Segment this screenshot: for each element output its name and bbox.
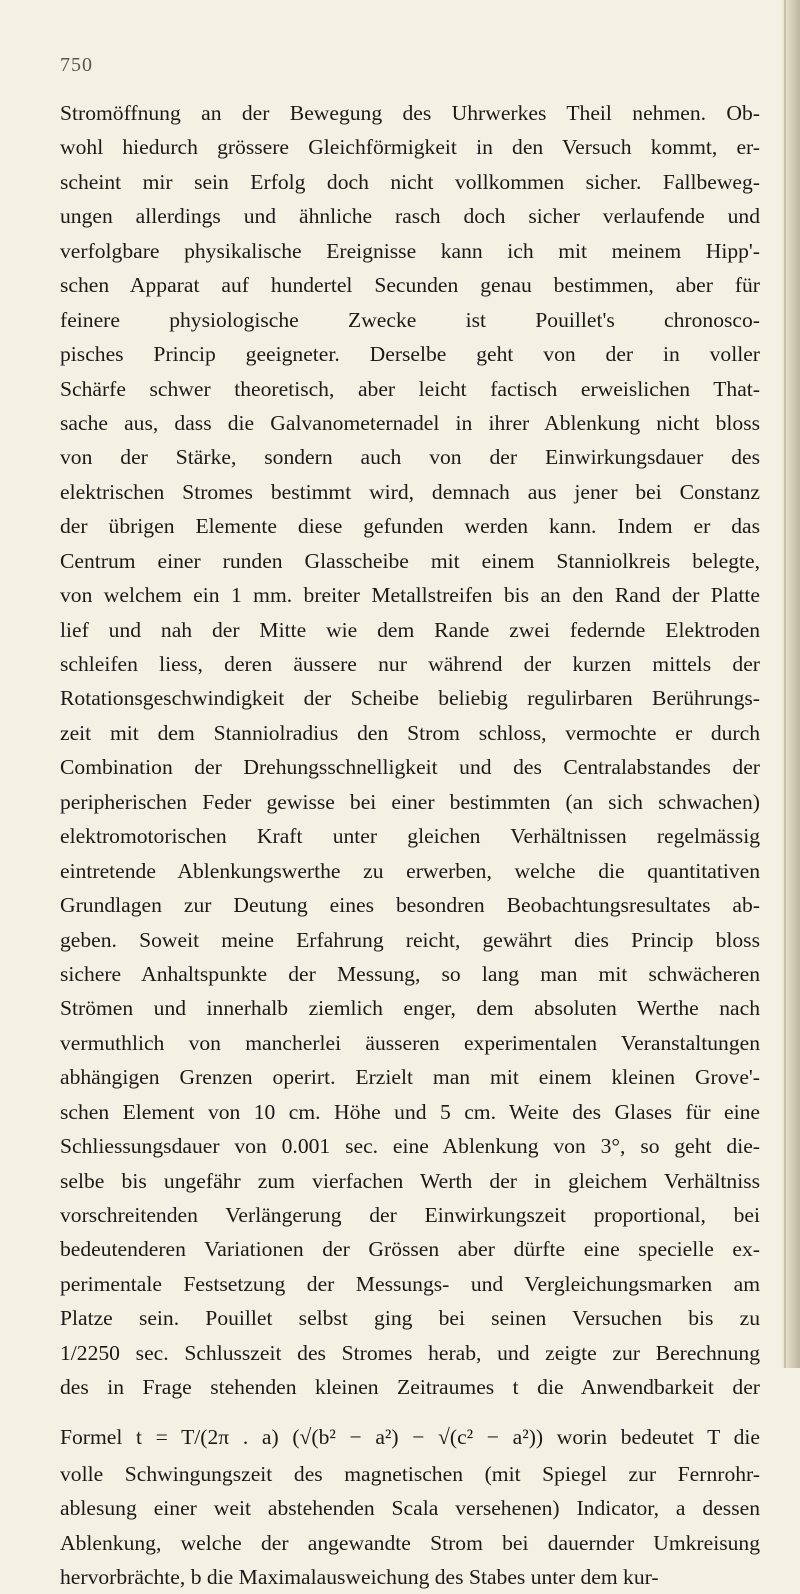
text-line: von der Stärke, sondern auch von der Einwirkungsdauer des (60, 445, 760, 470)
text-line: zeit mit dem Stanniolradius den Strom schloss, vermochte er durch (60, 720, 760, 745)
text-line: geben. Soweit meine Erfahrung reicht, gewährt dies Princip bloss (60, 927, 760, 952)
text-line: eintretende Ablenkungswerthe zu erwerben, welche die quantitativen (60, 858, 760, 883)
text-line: der übrigen Elemente diese gefunden werden kann. Indem er das (60, 514, 760, 539)
text-line: bedeutenderen Variationen der Grössen aber dürfte eine specielle ex- (60, 1237, 760, 1262)
text-line: schleifen liess, deren äussere nur während der kurzen mittels der (60, 652, 760, 676)
text-line: von welchem ein 1 mm. breiter Metallstreifen bis an den Rand der Platte (60, 583, 760, 608)
text-line: ungen allerdings und ähnliche rasch doch sicher verlaufende und (60, 204, 760, 229)
text-line: Strömen und innerhalb ziemlich enger, dem absoluten Werthe nach (60, 996, 760, 1021)
text-line: sache aus, dass die Galvanometernadel in ihrer Ablenkung nicht bloss (60, 410, 760, 435)
text-line: Ablenkung, welche der angewandte Strom bei dauernder Umkreisung (60, 1530, 760, 1555)
text-line: Platze sein. Pouillet selbst ging bei seinen Versuchen bis zu (60, 1306, 760, 1331)
text-line: des in Frage stehenden kleinen Zeitraumes t die Anwendbarkeit der (60, 1375, 760, 1400)
text-line: pisches Princip geeigneter. Derselbe geht von der in voller (60, 342, 760, 367)
text-line: ablesung einer weit abstehenden Scala versehenen) Indicator, a dessen (60, 1496, 760, 1521)
body-text (60, 96, 760, 1594)
text-line: vorschreitenden Verlängerung der Einwirkungszeit proportional, bei (60, 1203, 760, 1227)
text-line: Schärfe schwer theoretisch, aber leicht factisch erweislichen That- (60, 376, 760, 401)
text-line: verfolgbare physikalische Ereignisse kann ich mit meinem Hipp'- (60, 238, 760, 263)
text-line: peripherischen Feder gewisse bei einer bestimmten (an sich schwachen) (60, 789, 760, 814)
text-line: Rotationsgeschwindigkeit der Scheibe beliebig regulirbaren Berührungs- (60, 686, 760, 711)
page-number: 750 (60, 54, 93, 76)
text-line: Schliessungsdauer von 0.001 sec. eine Ablenkung von 3°, so geht die- (60, 1134, 760, 1159)
text-line: volle Schwingungszeit des magnetischen (mit Spiegel zur Fernrohr- (60, 1461, 760, 1486)
text-line: elektromotorischen Kraft unter gleichen Verhältnissen regelmässig (60, 824, 760, 849)
text-line: vermuthlich von mancherlei äusseren experimentalen Veranstaltungen (60, 1030, 760, 1055)
text-line: lief und nah der Mitte wie dem Rande zwei federnde Elektroden (60, 617, 760, 642)
text-line: elektrischen Stromes bestimmt wird, demnach aus jener bei Constanz (60, 479, 760, 504)
page-edge-line (784, 0, 786, 1368)
text-line: feinere physiologische Zwecke ist Pouillet's chronosco- (60, 307, 760, 332)
text-line: hervorbrächte, b die Maximalausweichung des Stabes unter dem kur- (60, 1564, 659, 1589)
text-line: wohl hiedurch grössere Gleichförmigkeit in den Versuch kommt, er- (60, 135, 760, 160)
text-line: selbe bis ungefähr zum vierfachen Werth der in gleichem Verhältniss (60, 1168, 760, 1193)
text-line: schen Apparat auf hundertel Secunden genau bestimmen, aber für (60, 273, 760, 298)
text-line: Stromöffnung an der Bewegung des Uhrwerkes Theil nehmen. Ob- (60, 101, 760, 125)
formula-line: Formel t = T/(2π . a) (√(b² − a²) − √(c² − a²)) worin bedeutet T die (60, 1424, 760, 1449)
text-line: Grundlagen zur Deutung eines besondren Beobachtungsresultates ab- (60, 893, 760, 918)
text-line: abhängigen Grenzen operirt. Erzielt man mit einem kleinen Grove'- (60, 1065, 760, 1090)
text-line: Centrum einer runden Glasscheibe mit einem Stanniolkreis belegte, (60, 548, 760, 573)
text-line: perimentale Festsetzung der Messungs- und Vergleichungsmarken am (60, 1271, 760, 1296)
text-line: Combination der Drehungsschnelligkeit und des Centralabstandes der (60, 755, 760, 780)
text-line: schen Element von 10 cm. Höhe und 5 cm. Weite des Glases für eine (60, 1099, 760, 1124)
text-line: 1/2250 sec. Schlusszeit des Stromes herab, und zeigte zur Berechnung (60, 1340, 760, 1365)
text-line: scheint mir sein Erfolg doch nicht vollkommen sicher. Fallbeweg- (60, 169, 760, 194)
text-line: sichere Anhaltspunkte der Messung, so lang man mit schwächeren (60, 961, 760, 986)
